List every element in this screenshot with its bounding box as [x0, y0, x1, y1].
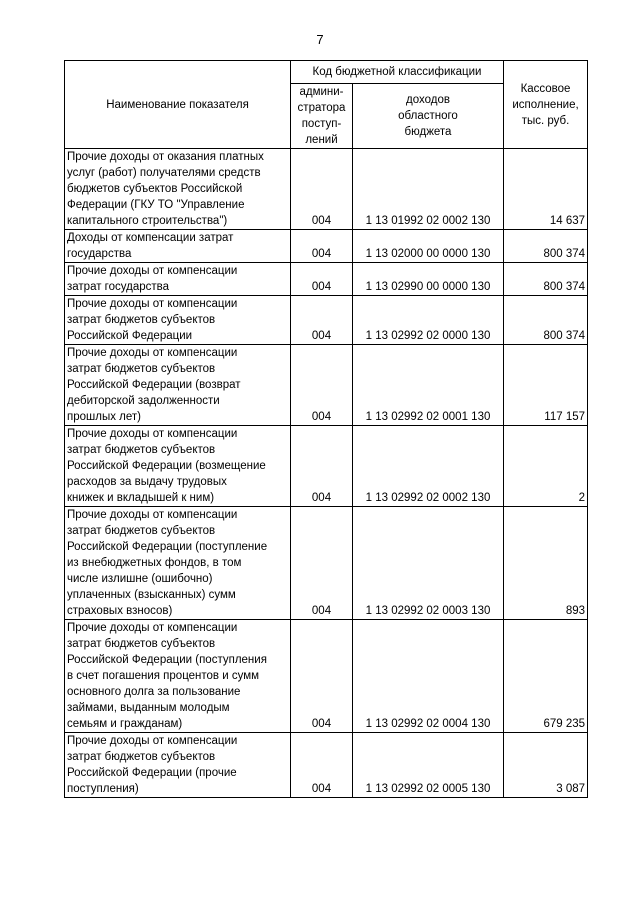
table-row: [65, 149, 588, 230]
table-row: [65, 296, 588, 345]
table-row: [65, 230, 588, 263]
row-admin-code: 004: [291, 733, 353, 798]
row-name: Прочие доходы от компенсации затрат государства: [65, 263, 291, 296]
row-admin-code: 004: [291, 345, 353, 426]
row-budget-code: 1 13 01992 02 0002 130: [353, 149, 504, 230]
row-name: Прочие доходы от компенсации затрат бюджетов субъектов Российской Федерации: [65, 296, 291, 345]
row-admin-code: 004: [291, 507, 353, 620]
header-income-code: доходов областного бюджета: [353, 84, 504, 149]
header-classification-code: Код бюджетной классификации: [291, 61, 504, 84]
row-amount: 679 235: [504, 620, 588, 733]
table-row: [65, 263, 588, 296]
row-budget-code: 1 13 02992 02 0000 130: [353, 296, 504, 345]
row-admin-code: 004: [291, 230, 353, 263]
row-amount: 893: [504, 507, 588, 620]
row-budget-code: 1 13 02992 02 0004 130: [353, 620, 504, 733]
row-amount: 14 637: [504, 149, 588, 230]
table-row: [65, 426, 588, 507]
row-name: Прочие доходы от компенсации затрат бюджетов субъектов Российской Федерации (возврат дебиторской задолженности прошлых лет): [65, 345, 291, 426]
table-row: [65, 733, 588, 798]
row-amount: 800 374: [504, 263, 588, 296]
table-body: [65, 149, 588, 798]
header-indicator-name: Наименование показателя: [65, 61, 291, 149]
row-budget-code: 1 13 02992 02 0002 130: [353, 426, 504, 507]
header-cash-execution: Кассовое исполнение, тыс. руб.: [504, 61, 588, 149]
row-admin-code: 004: [291, 620, 353, 733]
row-admin-code: 004: [291, 263, 353, 296]
row-admin-code: 004: [291, 149, 353, 230]
row-name: Прочие доходы от компенсации затрат бюджетов субъектов Российской Федерации (поступления в счет погашения процентов и сумм основного долга за пользование займами, выданным молодым семьям и гражданам): [65, 620, 291, 733]
row-amount: 3 087: [504, 733, 588, 798]
row-admin-code: 004: [291, 296, 353, 345]
row-admin-code: 004: [291, 426, 353, 507]
row-name: Прочие доходы от компенсации затрат бюджетов субъектов Российской Федерации (возмещение расходов за выдачу трудовых книжек и вкладышей к ним): [65, 426, 291, 507]
header-administrator: админи- стратора поступ- лений: [291, 84, 353, 149]
table-row: [65, 620, 588, 733]
row-name: Прочие доходы от компенсации затрат бюджетов субъектов Российской Федерации (поступление из внебюджетных фондов, в том числе излишне (ошибочно) уплаченных (взысканных) сумм страховых взносов): [65, 507, 291, 620]
row-amount: 800 374: [504, 296, 588, 345]
row-amount: 117 157: [504, 345, 588, 426]
row-name: Прочие доходы от оказания платных услуг (работ) получателями средств бюджетов субъектов Российской Федерации (ГКУ ТО "Управление капитального строительства"): [65, 149, 291, 230]
row-name: Прочие доходы от компенсации затрат бюджетов субъектов Российской Федерации (прочие поступления): [65, 733, 291, 798]
row-amount: 2: [504, 426, 588, 507]
row-budget-code: 1 13 02990 00 0000 130: [353, 263, 504, 296]
revenue-table: [64, 60, 588, 798]
row-name: Доходы от компенсации затрат государства: [65, 230, 291, 263]
table-row: [65, 345, 588, 426]
page-number: 7: [316, 32, 324, 47]
row-budget-code: 1 13 02992 02 0003 130: [353, 507, 504, 620]
table-row: [65, 507, 588, 620]
row-budget-code: 1 13 02992 02 0001 130: [353, 345, 504, 426]
row-budget-code: 1 13 02000 00 0000 130: [353, 230, 504, 263]
row-budget-code: 1 13 02992 02 0005 130: [353, 733, 504, 798]
row-amount: 800 374: [504, 230, 588, 263]
